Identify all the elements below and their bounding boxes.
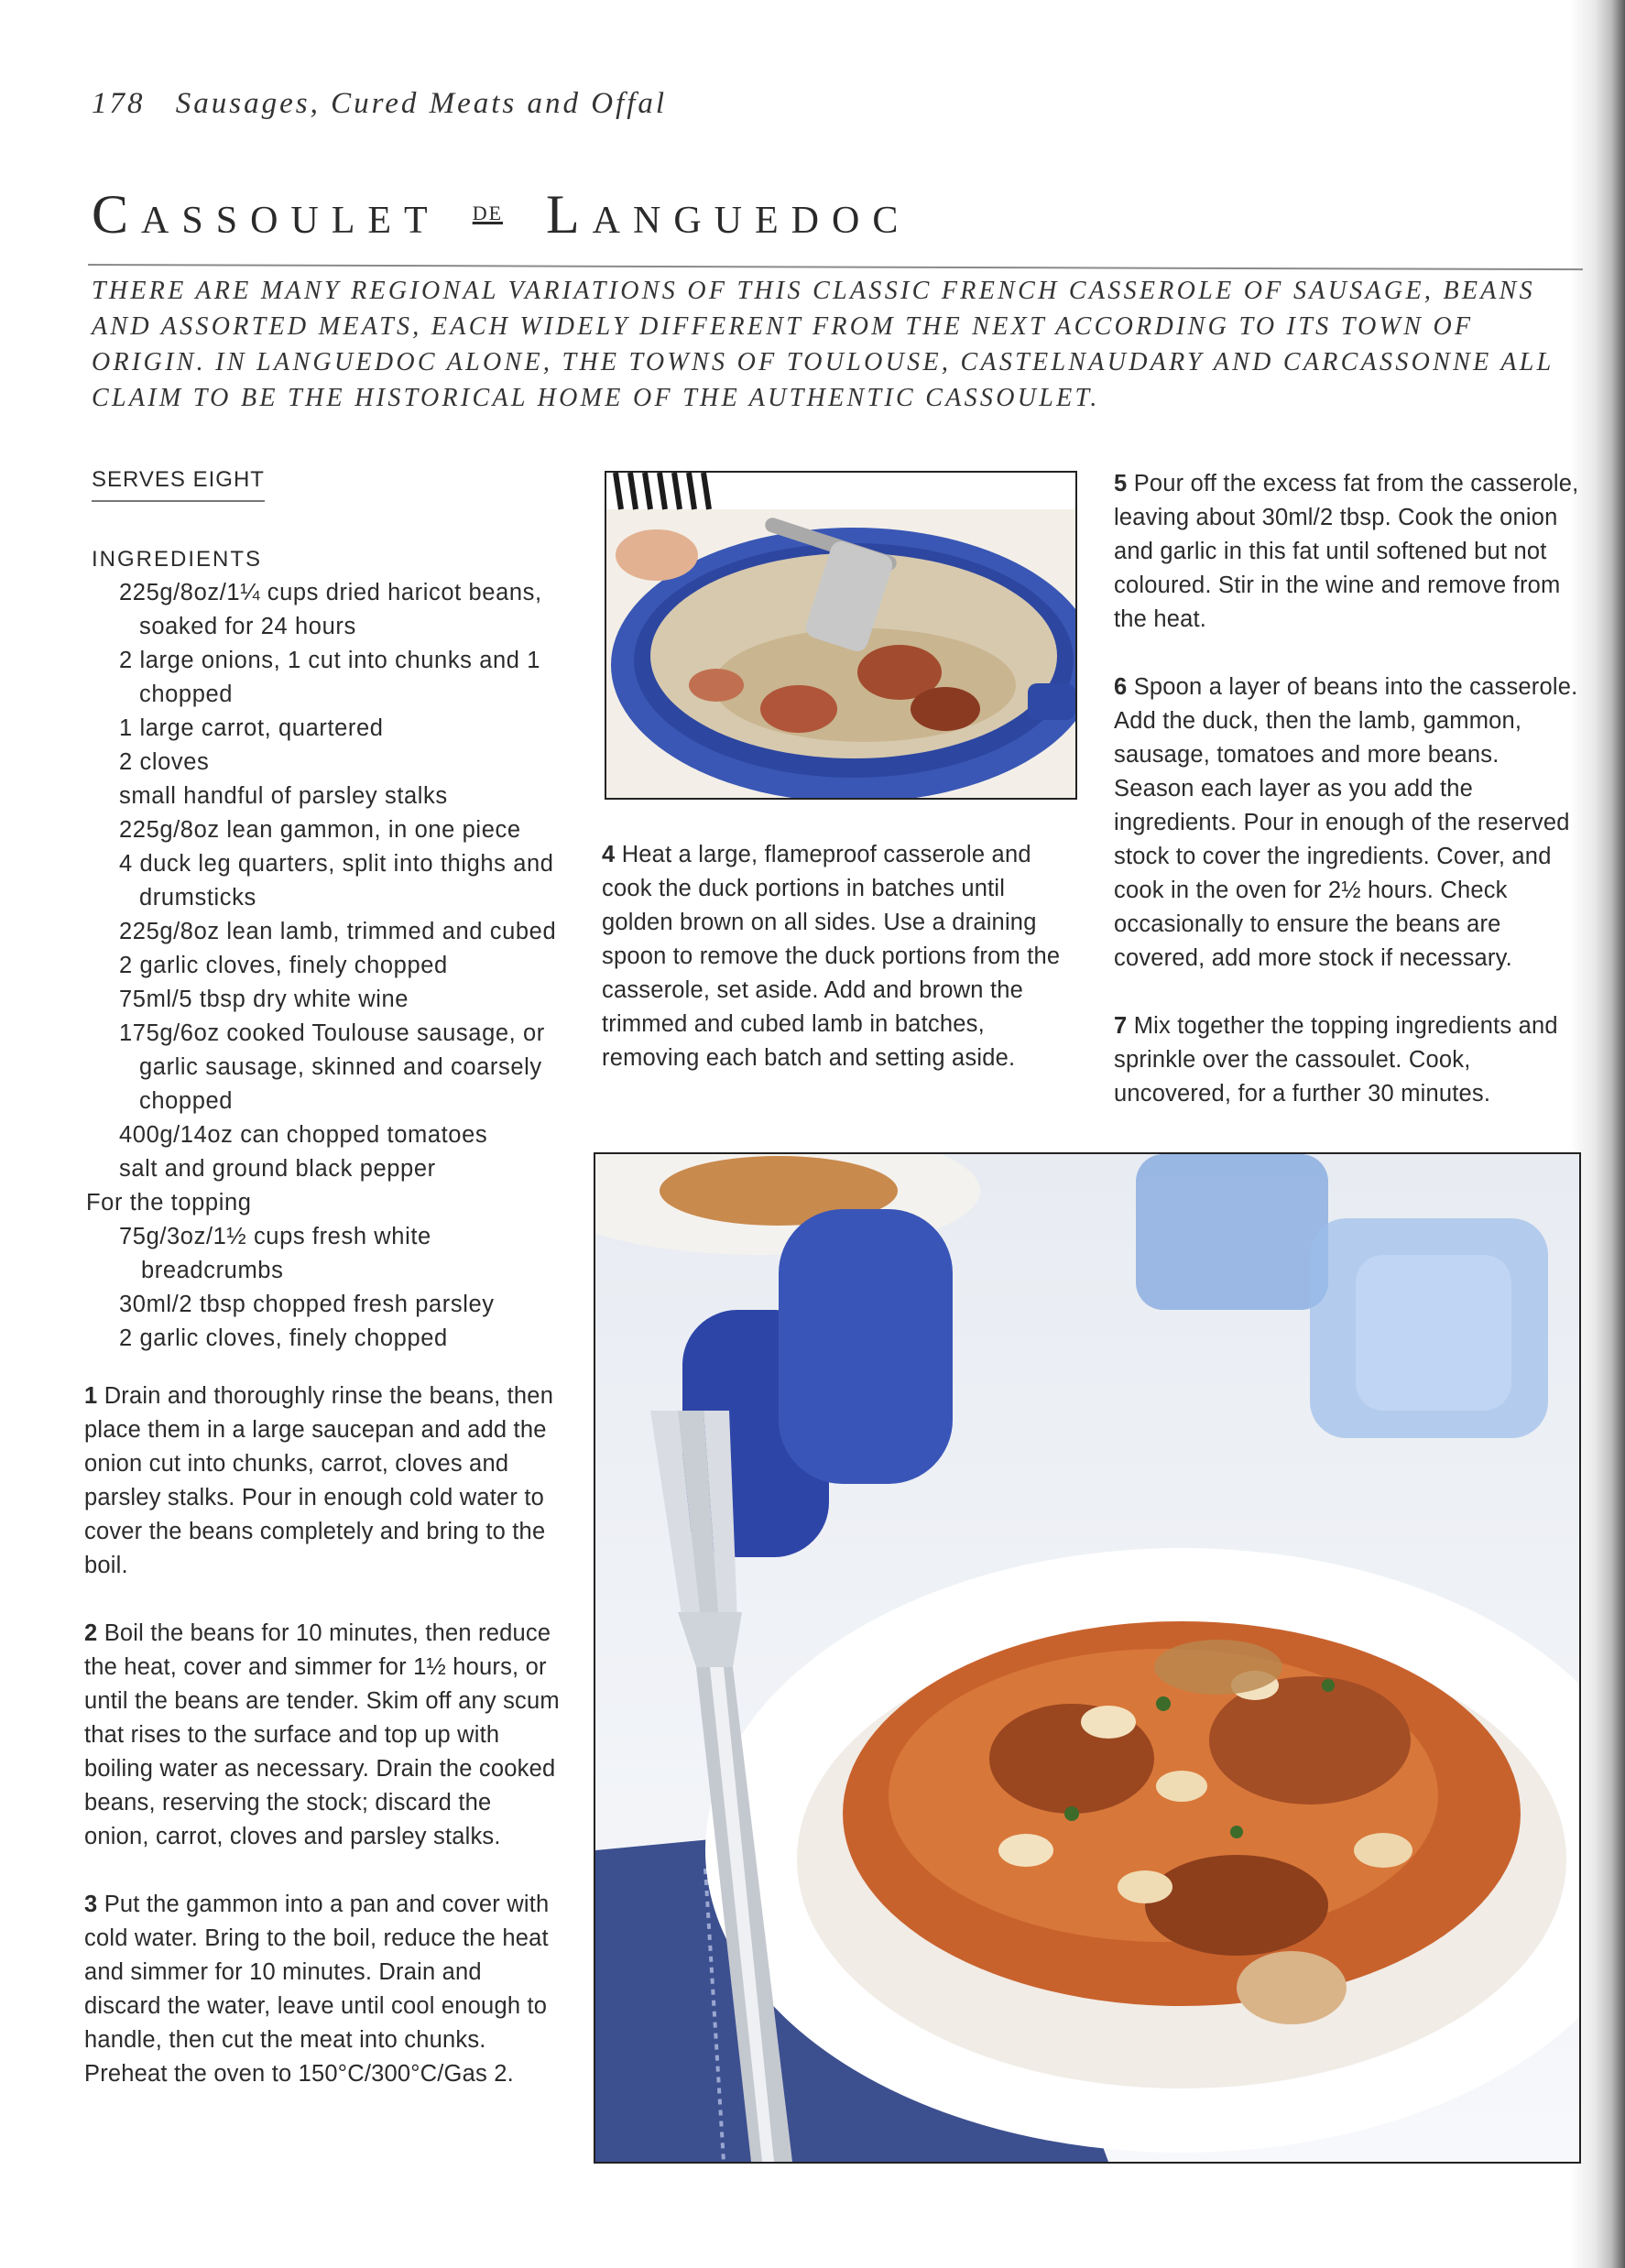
step-number: 5 — [1114, 471, 1128, 496]
ingredient: 2 garlic cloves, finely chopped — [119, 953, 448, 978]
title-word-de: de — [472, 193, 504, 226]
topping-ingredient: 75g/3oz/1½ cups fresh white breadcrumbs — [119, 1224, 431, 1283]
method-steps-middle — [602, 838, 1069, 1109]
method-step — [602, 838, 1069, 1075]
method-steps-right — [1114, 467, 1581, 1145]
ingredients-list — [86, 576, 562, 1356]
step-text: Mix together the topping ingredients and sprinkle over the cassoulet. Cook, uncovered, for a further 30 minutes. — [1114, 1013, 1558, 1107]
recipe-intro: THERE ARE MANY REGIONAL VARIATIONS OF THIS CLASSIC FRENCH CASSEROLE OF SAUSAGE, BEANS AND ASSORTED MEATS, EACH WIDELY DIFFERENT FROM THE NEXT ACCORDING TO ITS TOWN OF ORIGIN. IN LANGUEDOC ALONE, THE TOWNS OF TOULOUSE, CASTELNAUDARY AND CARCASSONNE ALL CLAIM TO BE THE HISTORICAL HOME OF THE AUTHENTIC CASSOULET. — [92, 277, 1554, 412]
photo-finished-cassoulet — [594, 1152, 1581, 2164]
topping-ingredient: 2 garlic cloves, finely chopped — [119, 1325, 448, 1351]
method-steps-left — [84, 1379, 561, 2125]
ingredient: 2 large onions, 1 cut into chunks and 1 chopped — [119, 648, 541, 707]
step-text: Drain and thoroughly rinse the beans, then place them in a large saucepan and add the onion cut into chunks, carrot, cloves and parsley stalks. Pour in enough cold water to cover the beans completely and bring to the boil. — [84, 1383, 554, 1578]
step-text: Spoon a layer of beans into the casserole. Add the duck, then the lamb, gammon, sausage, tomatoes and more beans. Season each layer as you add the ingredients. Pour in enough of the reserved stock to cover the ingredients. Cover, and cook in the oven for 2½ hours. Check occasionally to ensure the beans are covered, add more stock if necessary. — [1114, 674, 1578, 971]
casserole-illustration — [606, 473, 1075, 798]
method-step — [84, 1617, 561, 1854]
ingredient: 400g/14oz can chopped tomatoes — [119, 1122, 488, 1148]
step-number: 1 — [84, 1383, 98, 1409]
topping-ingredient: 30ml/2 tbsp chopped fresh parsley — [119, 1292, 495, 1317]
step-text: Pour off the excess fat from the casserole, leaving about 30ml/2 tbsp. Cook the onion and garlic in this fat until softened but not coloured. Stir in the wine and remove from the heat. — [1114, 471, 1579, 632]
ingredient: 75ml/5 tbsp dry white wine — [119, 987, 409, 1012]
step-text: Put the gammon into a pan and cover with cold water. Bring to the boil, reduce the heat and simmer for 10 minutes. Drain and discard the water, leave until cool enough to handle, then cut the meat into chunks. Preheat the oven to 150°C/300°C/Gas 2. — [84, 1892, 550, 2087]
ingredient: 4 duck leg quarters, split into thighs and drumsticks — [119, 851, 554, 910]
step-number: 6 — [1114, 674, 1128, 700]
ingredient: 1 large carrot, quartered — [119, 715, 384, 741]
photo-browning-duck — [605, 471, 1077, 800]
step-number: 3 — [84, 1892, 98, 1917]
method-step — [1114, 1009, 1581, 1111]
ingredients-heading: INGREDIENTS — [92, 547, 263, 572]
recipe-title — [92, 183, 911, 246]
topping-heading: For the topping — [86, 1190, 252, 1216]
step-number: 2 — [84, 1620, 98, 1646]
ingredient: 225g/8oz/1¼ cups dried haricot beans, soaked for 24 hours — [119, 580, 542, 639]
page-number: 178 — [92, 87, 146, 120]
method-step — [1114, 671, 1581, 976]
serves-label: SERVES EIGHT — [92, 463, 265, 502]
method-step — [84, 1379, 561, 1583]
ingredient: 225g/8oz lean lamb, trimmed and cubed — [119, 919, 557, 944]
ingredient: salt and ground black pepper — [119, 1156, 436, 1182]
ingredient: small handful of parsley stalks — [119, 783, 448, 809]
running-head — [92, 87, 667, 121]
step-number: 7 — [1114, 1013, 1128, 1039]
cassoulet-illustration — [595, 1154, 1579, 2162]
section-title: Sausages, Cured Meats and Offal — [175, 87, 668, 120]
striped-cloth — [606, 473, 1075, 509]
casserole-handle — [1028, 683, 1075, 720]
method-step — [84, 1888, 561, 2091]
ingredient: 175g/6oz cooked Toulouse sausage, or garlic sausage, skinned and coarsely chopped — [119, 1020, 545, 1114]
step-text: Boil the beans for 10 minutes, then reduce the heat, cover and simmer for 1½ hours, or until the beans are tender. Skim off any scum that rises to the surface and top up with boiling water as necessary. Drain the cooked beans, reserving the stock; discard the onion, carrot, cloves and parsley stalks. — [84, 1620, 560, 1849]
ingredient: 225g/8oz lean gammon, in one piece — [119, 817, 521, 843]
title-word-1: Cassoulet — [92, 184, 441, 245]
title-word-2: Languedoc — [546, 184, 911, 245]
hand — [616, 529, 698, 581]
step-number: 4 — [602, 842, 616, 867]
title-rule — [88, 264, 1583, 270]
ingredients-column — [86, 463, 562, 1356]
ingredient: 2 cloves — [119, 749, 210, 775]
step-text: Heat a large, flameproof casserole and cook the duck portions in batches until golden brown on all sides. Use a draining spoon to remove the duck portions from the casserole, set aside. Add and brown the trimmed and cubed lamb in batches, removing each batch and setting aside. — [602, 842, 1061, 1071]
method-step — [1114, 467, 1581, 637]
